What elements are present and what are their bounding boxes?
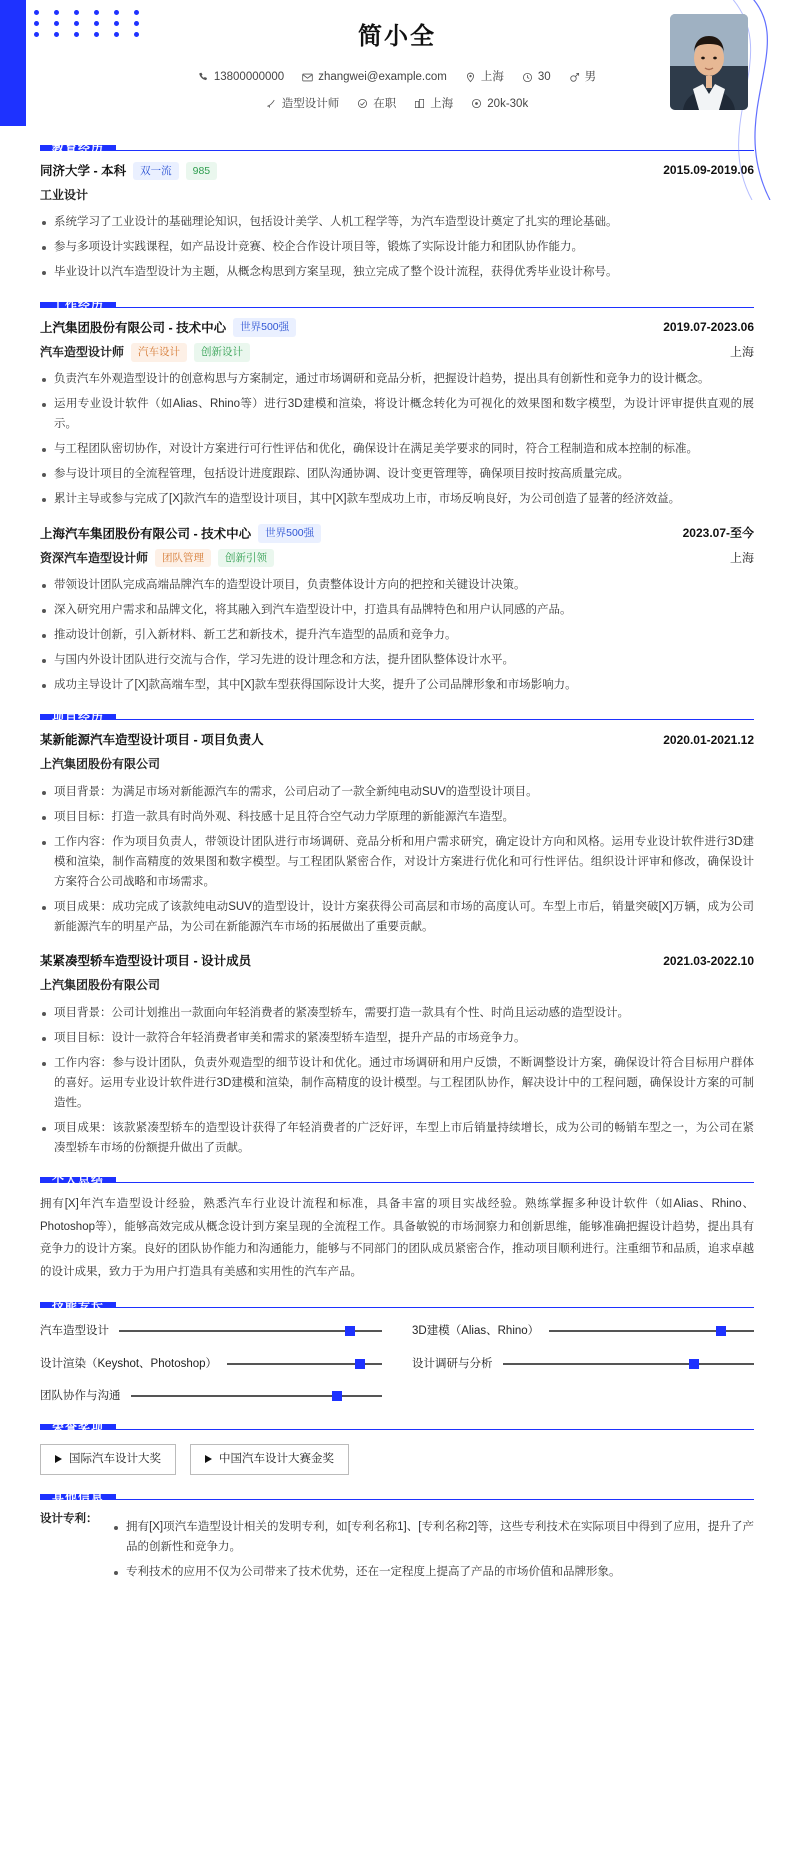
- contact-row-secondary: [40, 95, 754, 113]
- work-org: 上汽集团股份有限公司 - 技术中心: [40, 320, 227, 335]
- work-status-item: [357, 95, 396, 113]
- education-tag-2: 985: [186, 162, 218, 181]
- section-header-skills: [40, 1298, 754, 1313]
- work-bullets: [40, 369, 754, 510]
- section-header-honors: [40, 1420, 754, 1435]
- skill-label: 汽车造型设计: [40, 1325, 109, 1338]
- work-tag: 世界500强: [233, 318, 296, 337]
- play-triangle-icon: [205, 1455, 212, 1463]
- skill-label: 3D建模（Alias、Rhino）: [412, 1325, 540, 1338]
- skill-knob[interactable]: [345, 1326, 355, 1336]
- summary-text: 拥有[X]年汽车造型设计经验，熟悉汽车行业设计流程和标准，具备丰富的项目实战经验。熟练掌握多种设计软件（如Alias、Rhino、Photoshop等），能够高效完成从概念设计到方案呈现的全流程工作。具备敏锐的市场洞察力和创新思维，能够准确把握设计趋势，提出具有竞争力的设计方案。良好的团队协作能力和沟通能力，能够与不同部门的团队成员紧密合作，推动项目顺利进行。注重细节和品质，追求卓越的设计成果，致力于为用户打造具有美感和实用性的汽车产品。: [40, 1198, 754, 1278]
- contact-email: [302, 68, 447, 86]
- list-item: 与工程团队密切协作，对设计方案进行可行性评估和优化，确保设计在满足美学要求的同时，符合工程制造和成本控制的标准。: [40, 439, 754, 459]
- section-title-projects: 项目经历: [40, 714, 116, 720]
- education-major: 工业设计: [40, 188, 89, 202]
- skill-slider[interactable]: [131, 1395, 383, 1397]
- skill-slider[interactable]: [503, 1363, 755, 1365]
- avatar: [670, 14, 748, 110]
- section-title-education: 教育经历: [40, 145, 116, 151]
- skill-item: [412, 1355, 754, 1373]
- target-city-item: [414, 95, 453, 113]
- education-tag-1: 双一流: [133, 162, 179, 181]
- skill-knob[interactable]: [332, 1391, 342, 1401]
- age-icon: [522, 72, 533, 83]
- list-item: 工作内容：作为项目负责人，带领设计团队进行市场调研、竞品分析和用户需求研究，确定设计方向和风格。运用专业设计软件进行3D建模和渲染，制作高精度的效果图和数字模型。与工程团队紧密合作，对设计方案进行优化和可行性评估。组织设计评审和修改，确保设计方案符合公司战略和市场需求。: [40, 832, 754, 892]
- page-title: 简小全: [358, 23, 436, 50]
- work-date: 2023.07-至今: [682, 525, 754, 540]
- work-role-tag-2: 创新引领: [218, 549, 274, 568]
- work-org: 上海汽车集团股份有限公司 - 技术中心: [40, 526, 252, 541]
- list-item: 项目成果：成功完成了该款纯电动SUV的造型设计，设计方案获得公司高层和市场的高度认可。车型上市后，销量突破[X]万辆，成为公司新能源汽车的明星产品，为公司在新能源汽车市场的拓展做出了重要贡献。: [40, 897, 754, 937]
- honor-label: 国际汽车设计大奖: [69, 1453, 161, 1466]
- list-item: 负责汽车外观造型设计的创意构思与方案制定，通过市场调研和竞品分析，把握设计趋势，提出具有创新性和竞争力的设计概念。: [40, 369, 754, 389]
- work-role-tag-1: 团队管理: [155, 549, 211, 568]
- contact-phone-text: 13800000000: [213, 71, 285, 84]
- skill-label: 设计渲染（Keyshot、Photoshop）: [40, 1357, 218, 1370]
- work-tag: 世界500强: [258, 524, 321, 543]
- skill-slider[interactable]: [549, 1330, 754, 1332]
- job-icon: [266, 98, 277, 109]
- section-header-projects: [40, 710, 754, 725]
- section-title-honors: 荣誉奖项: [40, 1424, 116, 1430]
- project-entry: [40, 951, 754, 1158]
- resume-header: [0, 0, 794, 126]
- section-header-work: [40, 297, 754, 312]
- other-bullets: [112, 1517, 754, 1582]
- work-role: 资深汽车造型设计师: [40, 550, 149, 565]
- education-entry: [40, 161, 754, 283]
- skill-knob[interactable]: [355, 1359, 365, 1369]
- mail-icon: [302, 72, 313, 83]
- project-company: 上汽集团股份有限公司: [40, 757, 161, 772]
- project-entry: [40, 730, 754, 937]
- job-title-text: 造型设计师: [281, 97, 340, 110]
- city-icon: [414, 98, 425, 109]
- contact-location-text: 上海: [480, 71, 504, 84]
- education-bullets: [40, 212, 754, 282]
- list-item: 带领设计团队完成高端品牌汽车的造型设计项目，负责整体设计方向的把控和关键设计决策。: [40, 575, 754, 595]
- work-entry: [40, 524, 754, 696]
- project-name: 某紧凑型轿车造型设计项目 - 设计成员: [40, 954, 252, 969]
- job-title-item: [266, 95, 340, 113]
- skill-slider[interactable]: [119, 1330, 382, 1332]
- contact-gender-text: 男: [584, 71, 597, 84]
- honor-item[interactable]: [40, 1444, 176, 1474]
- skill-item: [412, 1322, 754, 1340]
- list-item: 工作内容：参与设计团队，负责外观造型的细节设计和优化。通过市场调研和用户反馈，不断调整设计方案，确保设计符合目标用户群体的喜好。运用专业设计软件进行3D建模和渲染，制作高精度的设计模型。与工程团队协作，解决设计中的工程问题，确保设计方案的可制造性。: [40, 1053, 754, 1113]
- target-city-text: 上海: [430, 97, 454, 110]
- skills-grid: [40, 1322, 754, 1405]
- work-location: 上海: [729, 344, 754, 359]
- contact-phone: [198, 68, 284, 86]
- project-name: 某新能源汽车造型设计项目 - 项目负责人: [40, 733, 264, 748]
- contact-email-text: zhangwei@example.com: [318, 71, 447, 84]
- work-date: 2019.07-2023.06: [663, 319, 754, 334]
- list-item: 项目目标：打造一款具有时尚外观、科技感十足且符合空气动力学原理的新能源汽车造型。: [40, 807, 754, 827]
- skill-label: 设计调研与分析: [412, 1357, 493, 1370]
- project-date: 2020.01-2021.12: [663, 732, 754, 747]
- work-role-tag-1: 汽车设计: [131, 343, 187, 362]
- list-item: 拥有[X]项汽车造型设计相关的发明专利，如[专利名称1]、[专利名称2]等，这些专利技术在实际项目中得到了应用，提升了产品的创新性和竞争力。: [112, 1517, 754, 1557]
- list-item: 成功主导设计了[X]款高端车型，其中[X]款车型获得国际设计大奖，提升了公司品牌形象和市场影响力。: [40, 675, 754, 695]
- status-icon: [357, 98, 368, 109]
- work-entry: [40, 318, 754, 510]
- list-item: 专利技术的应用不仅为公司带来了技术优势，还在一定程度上提高了产品的市场价值和品牌形象。: [112, 1562, 754, 1582]
- salary-text: 20k-30k: [487, 97, 529, 110]
- list-item: 项目背景：公司计划推出一款面向年轻消费者的紧凑型轿车，需要打造一款具有个性、时尚且运动感的造型设计。: [40, 1003, 754, 1023]
- salary-icon: [471, 98, 482, 109]
- skill-label: 团队协作与沟通: [40, 1389, 121, 1402]
- section-title-work: 工作经历: [40, 302, 116, 308]
- gender-icon: [569, 72, 580, 83]
- work-location: 上海: [729, 550, 754, 565]
- honor-item[interactable]: [190, 1444, 349, 1474]
- location-icon: [465, 72, 476, 83]
- education-org: 同济大学 - 本科: [40, 164, 127, 178]
- skill-knob[interactable]: [716, 1326, 726, 1336]
- list-item: 系统学习了工业设计的基础理论知识，包括设计美学、人机工程学等，为汽车造型设计奠定了扎实的理论基础。: [40, 212, 754, 232]
- skill-item: [40, 1355, 382, 1373]
- contact-gender: [569, 68, 597, 86]
- list-item: 深入研究用户需求和品牌文化，将其融入到汽车造型设计中，打造具有品牌特色和用户认同感的产品。: [40, 600, 754, 620]
- list-item: 参与多项设计实践课程，如产品设计竞赛、校企合作设计项目等，锻炼了实际设计能力和团队协作能力。: [40, 237, 754, 257]
- list-item: 毕业设计以汽车造型设计为主题，从概念构思到方案呈现，独立完成了整个设计流程，获得优秀毕业设计称号。: [40, 262, 754, 282]
- salary-item: [471, 95, 528, 113]
- list-item: 项目成果：该款紧凑型轿车的造型设计获得了年轻消费者的广泛好评，车型上市后销量持续增长，成为公司的畅销车型之一，为公司在紧凑型轿车市场的份额提升做出了贡献。: [40, 1118, 754, 1158]
- section-title-other: 其他信息: [40, 1494, 116, 1500]
- project-company: 上汽集团股份有限公司: [40, 978, 161, 993]
- honor-label: 中国汽车设计大赛金奖: [219, 1453, 334, 1466]
- honors-list: [40, 1444, 754, 1474]
- skill-knob[interactable]: [689, 1359, 699, 1369]
- contact-age: [522, 68, 551, 86]
- list-item: 推动设计创新，引入新材料、新工艺和新技术，提升汽车造型的品质和竞争力。: [40, 625, 754, 645]
- list-item: 与国内外设计团队进行交流与合作，学习先进的设计理念和方法，提升团队整体设计水平。: [40, 650, 754, 670]
- work-role: 汽车造型设计师: [40, 344, 125, 359]
- other-info-label: 设计专利：: [40, 1512, 98, 1525]
- list-item: 项目目标：设计一款符合年轻消费者审美和需求的紧凑型轿车造型，提升产品的市场竞争力。: [40, 1028, 754, 1048]
- skill-item: [40, 1322, 382, 1340]
- work-role-tag-2: 创新设计: [194, 343, 250, 362]
- list-item: 运用专业设计软件（如Alias、Rhino等）进行3D建模和渲染，将设计概念转化为可视化的效果图和数字模型，为设计评审提供直观的展示。: [40, 394, 754, 434]
- contact-age-text: 30: [537, 71, 551, 84]
- project-bullets: [40, 782, 754, 938]
- section-header-other: [40, 1489, 754, 1504]
- contact-row-primary: [40, 68, 754, 86]
- other-info-row: [40, 1510, 754, 1587]
- skill-item: [40, 1387, 382, 1405]
- work-bullets: [40, 575, 754, 696]
- phone-icon: [198, 72, 209, 83]
- section-header-education: [40, 141, 754, 155]
- skill-slider[interactable]: [227, 1363, 382, 1365]
- project-date: 2021.03-2022.10: [663, 953, 754, 968]
- list-item: 项目背景：为满足市场对新能源汽车的需求，公司启动了一款全新纯电动SUV的造型设计项目。: [40, 782, 754, 802]
- work-status-text: 在职: [373, 97, 397, 110]
- project-bullets: [40, 1003, 754, 1159]
- list-item: 累计主导或参与完成了[X]款汽车的造型设计项目，其中[X]款车型成功上市，市场反响良好，为公司创造了显著的经济效益。: [40, 489, 754, 509]
- section-title-summary: 个人总结: [40, 1177, 116, 1183]
- section-title-skills: 技能专长: [40, 1302, 116, 1308]
- resume-body: [0, 141, 794, 1607]
- list-item: 参与设计项目的全流程管理，包括设计进度跟踪、团队沟通协调、设计变更管理等，确保项目按时按高质量完成。: [40, 464, 754, 484]
- section-header-summary: [40, 1173, 754, 1188]
- contact-location: [465, 68, 504, 86]
- play-triangle-icon: [55, 1455, 62, 1463]
- education-date: 2015.09-2019.06: [663, 163, 754, 178]
